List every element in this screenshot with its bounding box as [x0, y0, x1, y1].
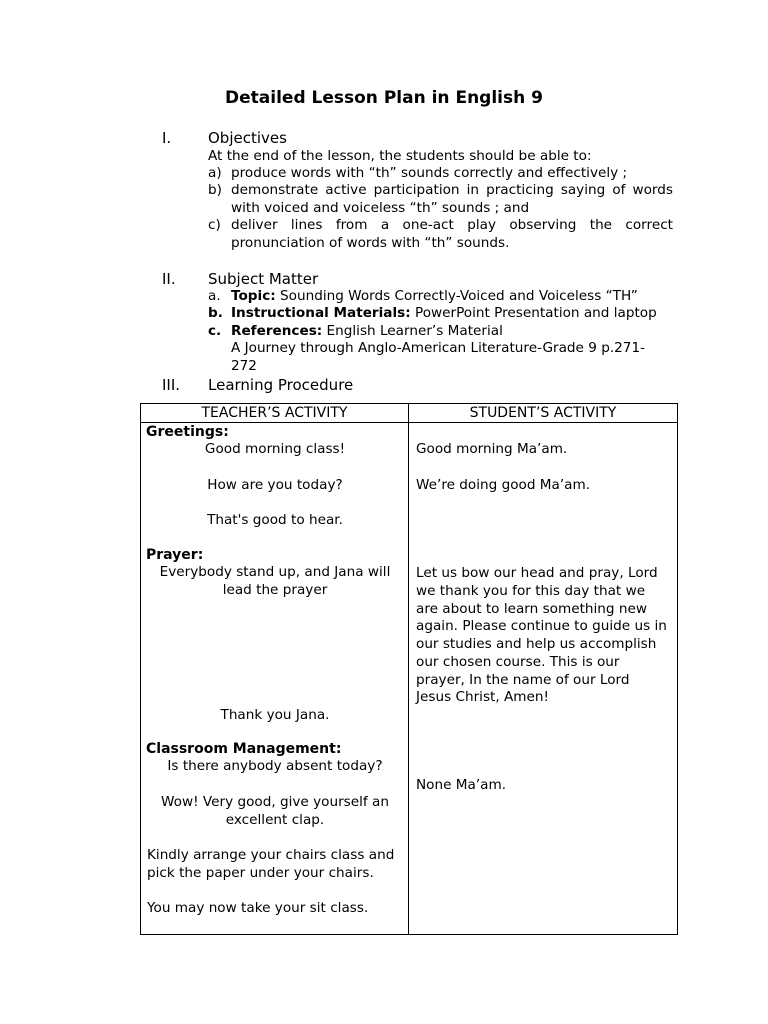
teacher-prayer-2: lead the prayer: [222, 582, 328, 598]
student-activity-cell: [409, 423, 678, 935]
teacher-activity-header: TEACHER’S ACTIVITY: [141, 404, 409, 423]
greetings-heading: Greetings:: [146, 424, 229, 440]
student-prayer-line-4: again. Please continue to guide us in: [416, 618, 667, 634]
objective-marker-c: c): [208, 217, 221, 233]
subject-materials: [231, 305, 657, 323]
teacher-mgmt-3: excellent clap.: [225, 812, 325, 828]
section-heading-objectives: Objectives: [208, 129, 287, 147]
table-header-row: [141, 404, 678, 423]
subject-topic-label: Topic:: [231, 288, 276, 304]
subject-marker-a: a.: [208, 288, 221, 304]
teacher-prayer-1: Everybody stand up, and Jana will: [159, 564, 391, 580]
objective-b-line-1: demonstrate active participation in practicing saying of words: [231, 182, 673, 198]
classroom-management-heading: Classroom Management:: [146, 741, 342, 757]
teacher-activity-cell: [141, 423, 409, 935]
objective-c-line-2: pronunciation of words with “th” sounds.: [231, 235, 510, 251]
teacher-greet-3: That's good to hear.: [207, 512, 343, 528]
objective-marker-a: a): [208, 165, 222, 181]
section-number-objectives: I.: [162, 129, 172, 147]
teacher-mgmt-2: Wow! Very good, give yourself an: [161, 794, 389, 810]
student-prayer-line-6: our chosen course. This is our: [416, 654, 620, 670]
objective-a-line-1: produce words with “th” sounds correctly and effectively ;: [231, 165, 628, 181]
table-row: [141, 423, 678, 935]
teacher-mgmt-6: You may now take your sit class.: [147, 900, 369, 916]
student-reply-2: We’re doing good Ma’am.: [416, 477, 591, 493]
section-number-subject: II.: [162, 270, 176, 288]
student-prayer-line-1: Let us bow our head and pray, Lord: [416, 565, 658, 581]
student-prayer-line-8: Jesus Christ, Amen!: [416, 689, 549, 705]
subject-topic: [231, 288, 638, 306]
objective-c-line-1: deliver lines from a one-act play observing the correct: [231, 217, 673, 233]
section-heading-subject: Subject Matter: [208, 270, 319, 288]
objective-b-line-2: with voiced and voiceless “th” sounds ; and: [231, 200, 530, 216]
student-reply-1: Good morning Ma’am.: [416, 441, 568, 457]
student-activity-header: STUDENT’S ACTIVITY: [409, 404, 678, 423]
student-prayer-line-3: are about to learn something new: [416, 601, 647, 617]
reference-line-3: 272: [231, 358, 257, 374]
objectives-intro: At the end of the lesson, the students should be able to:: [208, 148, 592, 164]
subject-marker-b: b.: [208, 305, 223, 321]
student-prayer-line-5: our studies and help us accomplish: [416, 636, 657, 652]
teacher-thanks: Thank you Jana.: [220, 707, 330, 723]
student-prayer-line-7: prayer, In the name of our Lord: [416, 672, 630, 688]
teacher-mgmt-5: pick the paper under your chairs.: [147, 865, 374, 881]
subject-references: [231, 323, 503, 341]
section-heading-procedure: Learning Procedure: [208, 376, 354, 394]
reference-line-2: A Journey through Anglo-American Literature-Grade 9 p.271-: [231, 340, 645, 356]
objective-marker-b: b): [208, 182, 222, 198]
subject-materials-text: PowerPoint Presentation and laptop: [410, 305, 657, 321]
subject-marker-c: c.: [208, 323, 222, 339]
teacher-mgmt-4: Kindly arrange your chairs class and: [147, 847, 395, 863]
teacher-greet-1: Good morning class!: [204, 441, 346, 457]
subject-materials-label: Instructional Materials:: [231, 305, 411, 321]
section-number-procedure: III.: [162, 376, 181, 394]
teacher-greet-2: How are you today?: [207, 477, 343, 493]
subject-references-text: English Learner’s Material: [322, 323, 503, 339]
student-prayer-line-2: we thank you for this day that we: [416, 583, 646, 599]
teacher-mgmt-1: Is there anybody absent today?: [167, 758, 383, 774]
page-title: Detailed Lesson Plan in English 9: [225, 88, 543, 108]
prayer-heading: Prayer:: [146, 547, 204, 563]
subject-references-label: References:: [231, 323, 323, 339]
subject-topic-text: Sounding Words Correctly-Voiced and Voiceless “TH”: [275, 288, 638, 304]
procedure-table: [140, 403, 678, 935]
student-absent-reply: None Ma’am.: [416, 777, 507, 793]
